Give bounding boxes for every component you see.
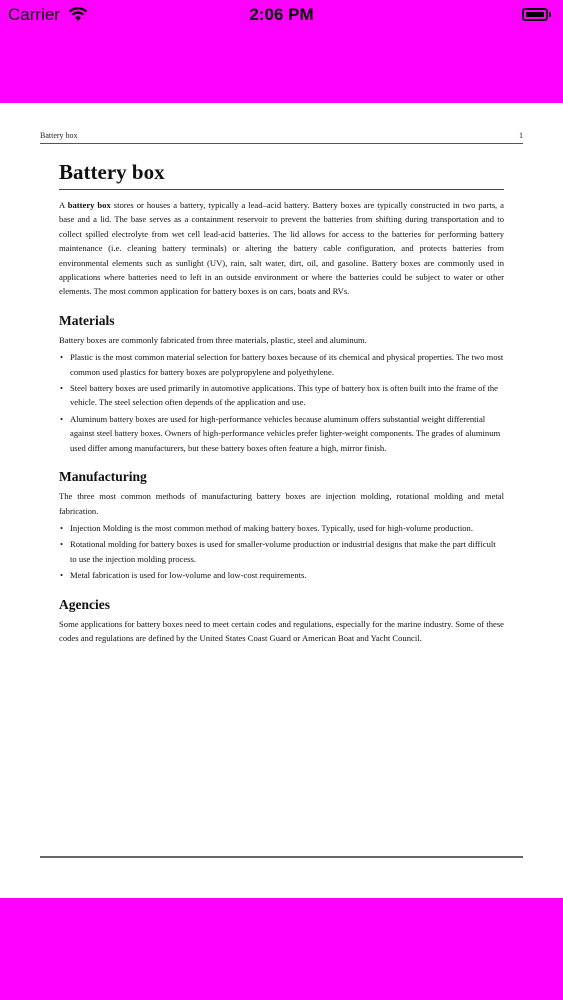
section-materials bbox=[59, 312, 504, 455]
status-bar bbox=[0, 0, 563, 30]
intro-start: A bbox=[59, 200, 68, 210]
intro-bold-term: battery box bbox=[67, 200, 111, 210]
section-heading: Manufacturing bbox=[59, 469, 147, 485]
list-item: • Plastic is the most common material selection for battery boxes because of its chemical and physical properties. The two most common used plastics for battery boxes are polypropylene and polyethylene. bbox=[60, 352, 504, 377]
section-heading: Materials bbox=[59, 312, 115, 328]
list-item: • Aluminum battery boxes are used for high-performance vehicles because aluminum offers substantial weight differential against steel battery boxes. Owners of high-performance vehicles prefer lighter-weight components. The grades of aluminum used differ among manufacturers, but these battery boxes often feature a high, mirror finish. bbox=[60, 413, 501, 453]
section-heading: Agencies bbox=[59, 596, 110, 612]
running-header-title: Battery box bbox=[40, 131, 78, 140]
section-paragraph: Battery boxes are commonly fabricated from three materials, plastic, steel and aluminum. bbox=[59, 334, 367, 345]
section-paragraph: Some applications for battery boxes need to meet certain codes and regulations, especially for the marine industry. Some of these codes and regulations are defined by the United States Coast Guard or American Boat and Yacht Council. bbox=[59, 618, 504, 643]
intro-rest: stores or houses a battery, typically a lead–acid battery. Battery boxes are typically constructed in two parts, a base and a lid. The base serves as a containment reservoir to prevent the batteries from shifting during transportation and to collect spilled electrolyte from wet cell lead-acid batteries. The lid allows for access to the batteries for performing battery maintenance (i.e. cleaning battery terminals) or altering the battery cable configuration, and protects batteries from environmental elements such as sunlight (UV), rain, salt water, dirt, oil, and gasoline. Battery boxes are commonly used in applications where batteries need to left in an outside environment or where the batteries could be subject to water or other elements. The most common application for battery boxes is on cars, boats and RVs. bbox=[59, 200, 504, 297]
section-agencies bbox=[59, 596, 504, 646]
intro-paragraph bbox=[59, 198, 504, 299]
list-item: • Steel battery boxes are used primarily in automotive applications. This type of battery box is often built into the frame of the vehicle. The steel selection often depends of the application and use. bbox=[60, 383, 498, 408]
list-item: • Rotational molding for battery boxes is used for smaller-volume production or industrial designs that make the part difficult to use the injection molding process. bbox=[60, 539, 496, 564]
header-rule bbox=[40, 143, 523, 144]
bullet-list bbox=[59, 350, 504, 455]
document-page[interactable] bbox=[0, 103, 563, 898]
document-title: Battery box bbox=[59, 160, 165, 184]
list-item: • Metal fabrication is used for low-volume and low-cost requirements. bbox=[60, 570, 307, 581]
section-manufacturing bbox=[59, 468, 504, 582]
status-time: 2:06 PM bbox=[249, 5, 314, 24]
list-item: • Injection Molding is the most common method of making battery boxes. Typically, used for high-volume production. bbox=[60, 522, 473, 533]
footer-rule bbox=[40, 856, 523, 858]
bullet-list bbox=[59, 521, 504, 583]
battery-icon bbox=[522, 8, 548, 21]
running-header bbox=[40, 131, 523, 140]
page-number: 1 bbox=[519, 131, 523, 140]
section-paragraph: The three most common methods of manufacturing battery boxes are injection molding, rotational molding and metal fabrication. bbox=[59, 491, 504, 516]
document-content bbox=[59, 159, 504, 645]
title-rule bbox=[59, 189, 504, 190]
carrier-label: Carrier bbox=[8, 5, 60, 24]
battery-tip bbox=[549, 12, 551, 17]
